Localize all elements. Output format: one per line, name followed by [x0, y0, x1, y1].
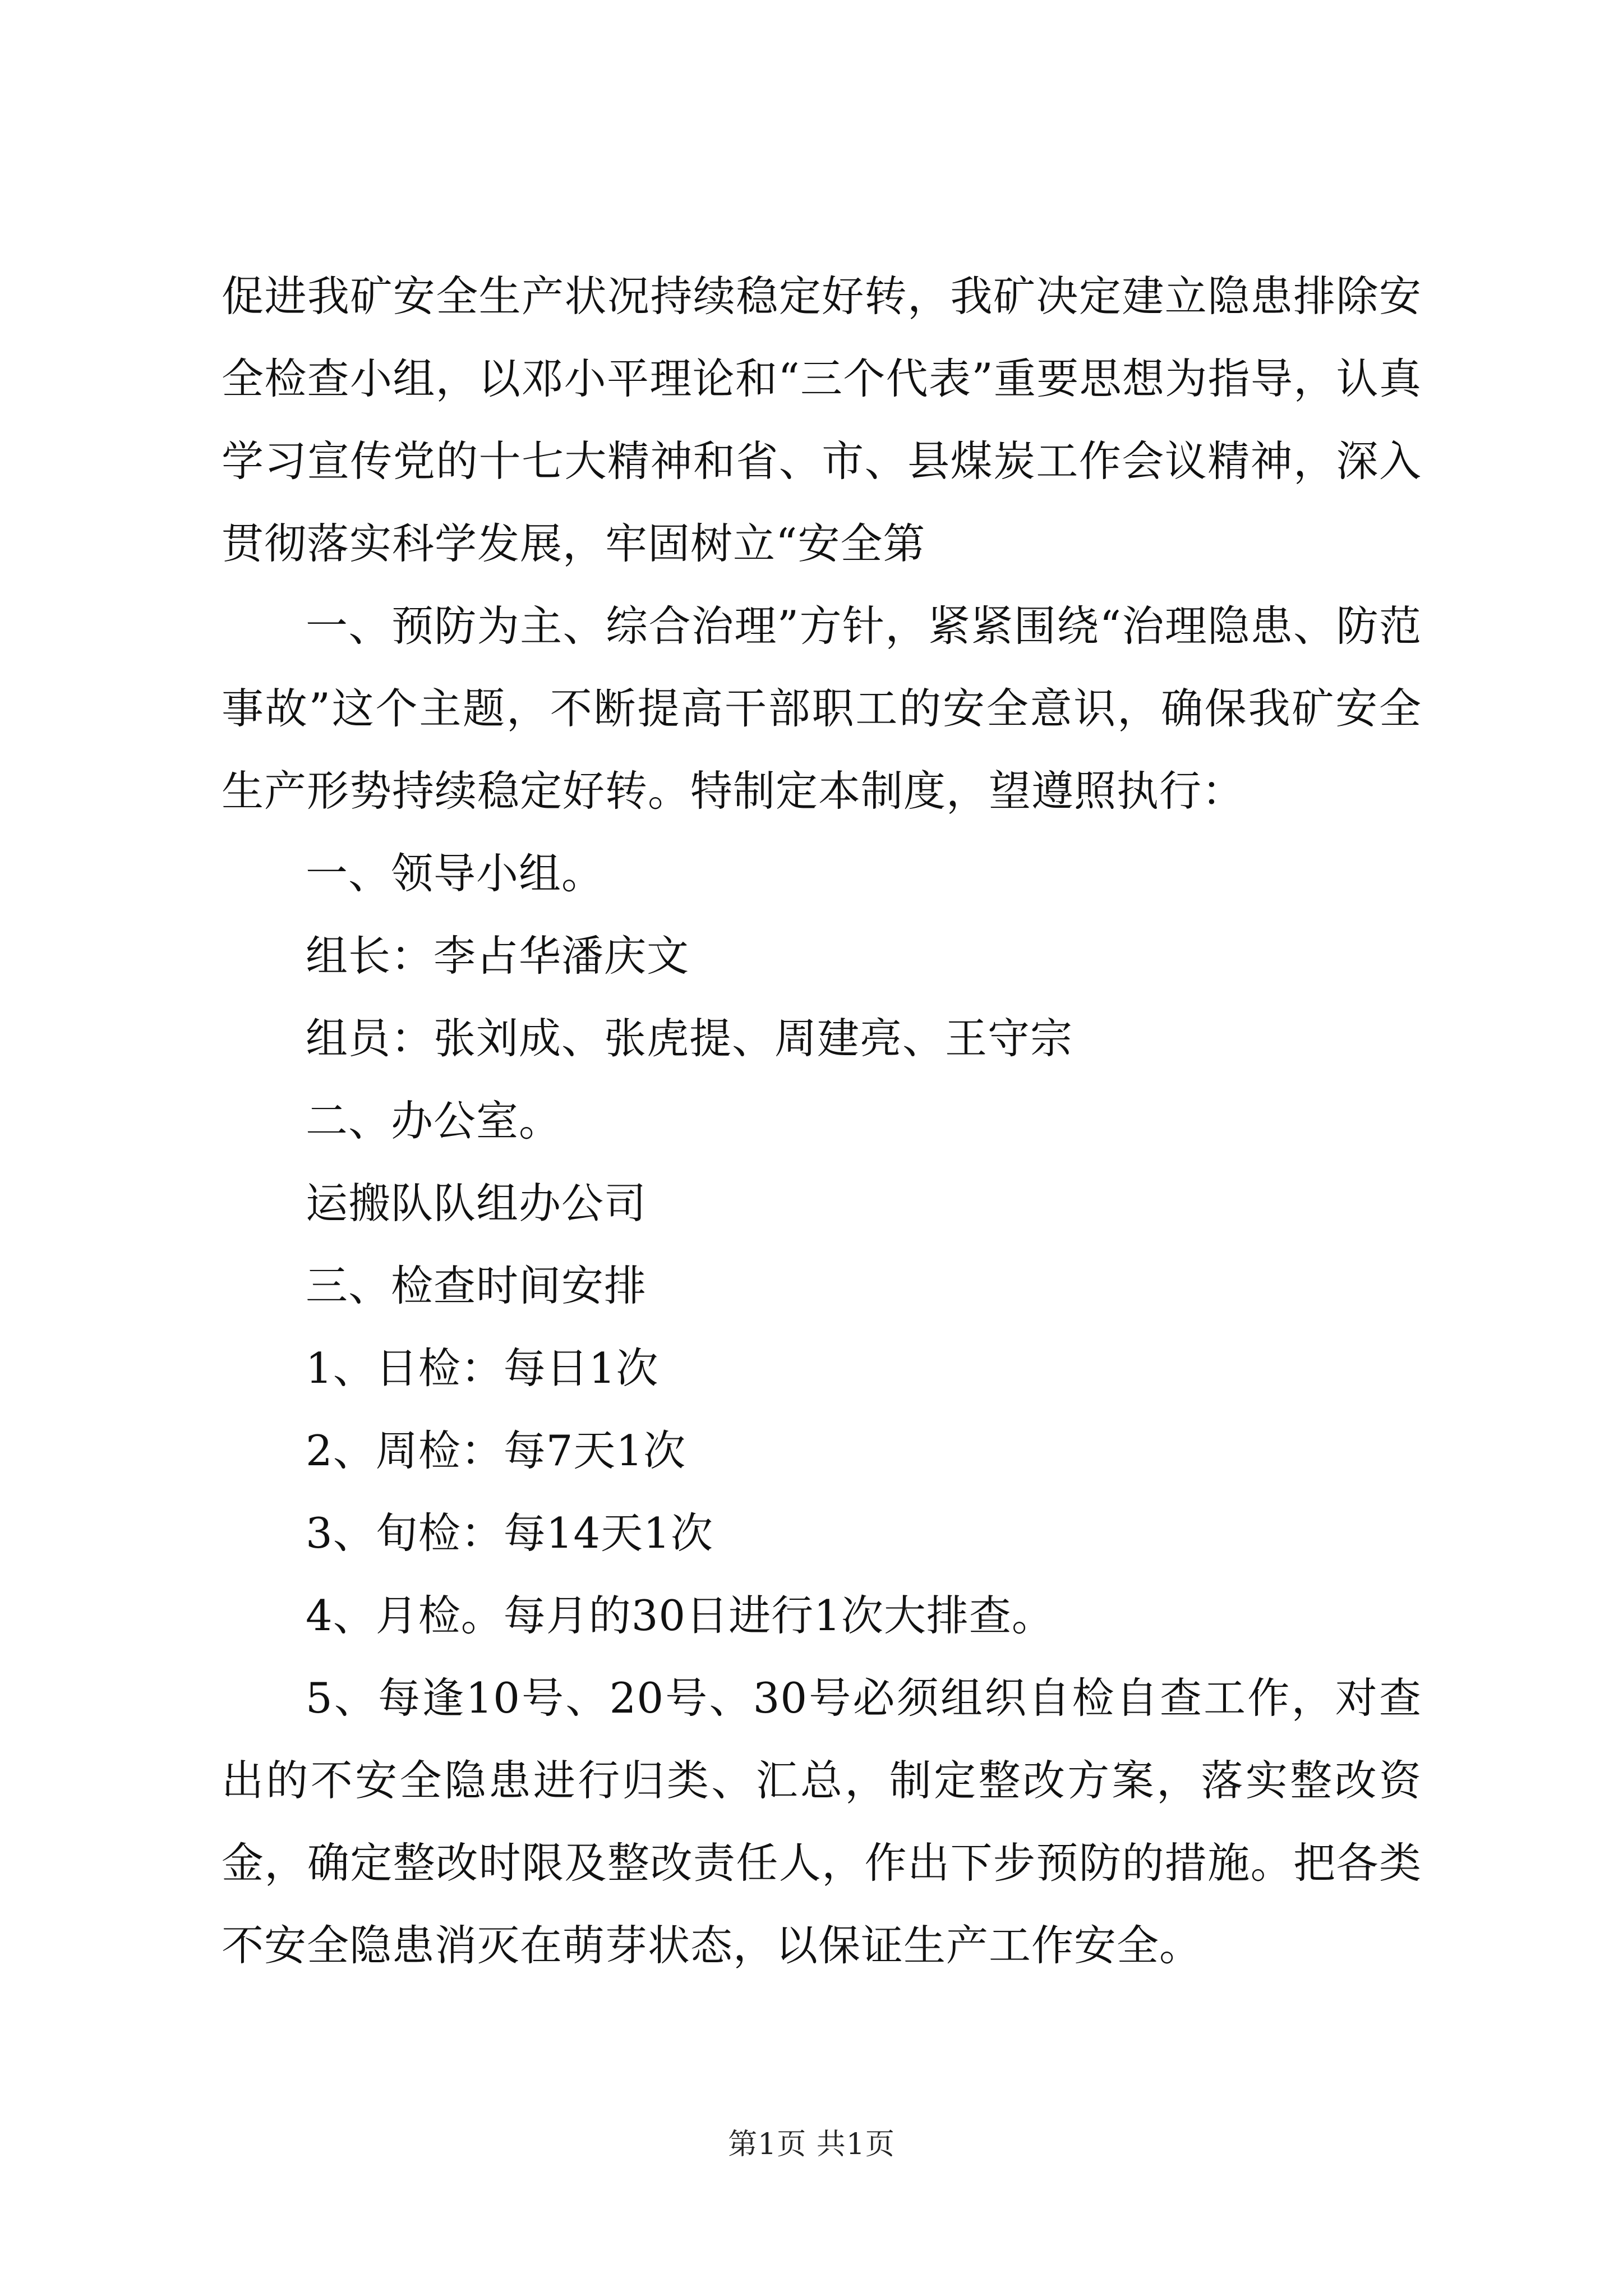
paragraph-intro: 促进我矿安全生产状况持续稳定好转，我矿决定建立隐患排除安全检查小组，以邓小平理论和“三个代表”重要思想为指导，认真学习宣传党的十七大精神和省、市、县煤炭工作会议精神，深入贯彻落实科学发展，牢固树立“安全第: [222, 272, 1422, 568]
group-leader-line: 组长：李占华潘庆文: [306, 931, 690, 981]
heading-schedule: 三、检查时间安排: [306, 1261, 647, 1310]
page-footer: 第1页 共1页: [728, 2128, 895, 2161]
schedule-monthly: 4、月检。每月的30日进行1次大排查。: [306, 1591, 1054, 1640]
paragraph-self-check: 5、每逢10号、20号、30号必须组织自检自查工作，对查出的不安全隐患进行归类、汇总，制定整改方案，落实整改资金，确定整改时限及整改责任人，作出下步预防的措施。把各类不安全隐患消灭在萌芽状态，以保证生产工作安全。: [222, 1673, 1422, 1970]
schedule-ten-day: 3、旬检：每14天1次: [306, 1508, 713, 1558]
schedule-daily: 1、日检：每日1次: [306, 1343, 659, 1393]
group-members-line: 组员：张刘成、张虎提、周建亮、王守宗: [306, 1014, 1073, 1063]
schedule-weekly: 2、周检：每7天1次: [306, 1426, 686, 1475]
paragraph-policy: 一、预防为主、综合治理”方针，紧紧围绕“治理隐患、防范事故”这个主题，不断提高干部职工的安全意识，确保我矿安全生产形势持续稳定好转。特制定本制度，望遵照执行：: [222, 601, 1422, 816]
office-line: 运搬队队组办公司: [306, 1179, 647, 1228]
document-body: [222, 255, 1422, 1987]
heading-leadership-group: 一、领导小组。: [306, 849, 605, 898]
heading-office: 二、办公室。: [306, 1096, 562, 1145]
